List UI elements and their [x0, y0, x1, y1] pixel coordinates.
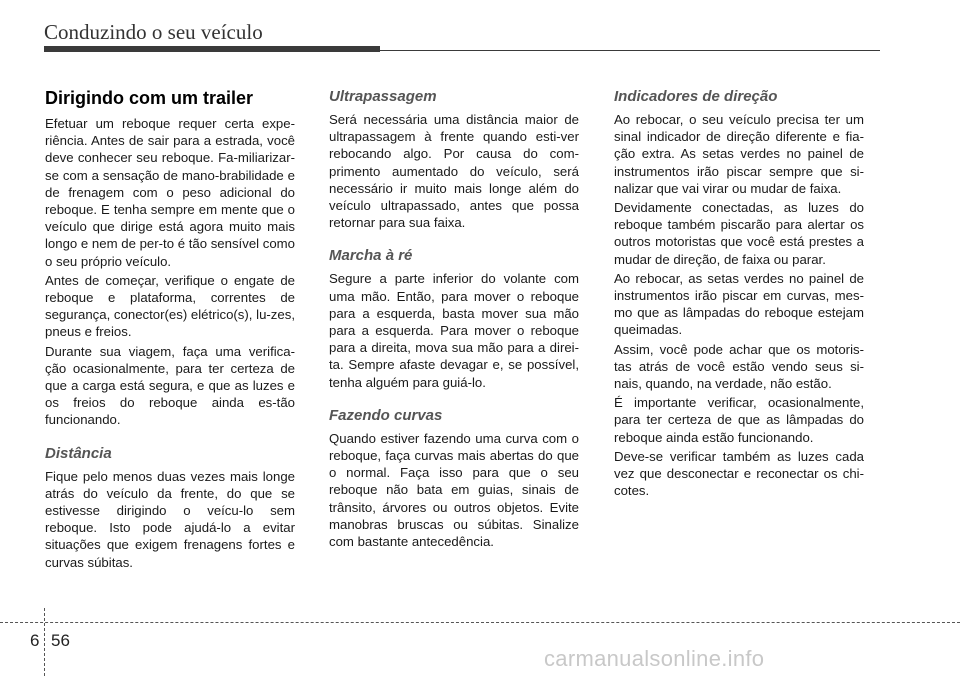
paragraph: Antes de começar, verifique o engate de reboque e plataforma, correntes de segurança, conector(es) elétrico(s), lu-zes, pneus e freios. — [45, 272, 295, 340]
subheading-ultrapassagem: Ultrapassagem — [329, 88, 437, 105]
paragraph: Segure a parte inferior do volante com uma mão. Então, para mover o reboque para a esquerda, basta mover sua mão para a esquerda. Para mover o reboque para a direita, mova sua mão para a direi-ta. Sempre afaste devagar e, se possível, tenha alguém para guiá-lo. — [329, 271, 579, 390]
header-bar — [44, 46, 380, 52]
paragraph: Efetuar um reboque requer certa expe-riência. Antes de sair para a estrada, você deve conhecer seu reboque. Fa-miliarizar-se com a sensação de mano-brabilidade e de frenagem com o peso adicional do reboque. E tenha sempre em mente que o veículo que dirige está agora muito mais longo e nem de per-to é tão sensível como o seu próprio veículo. — [45, 116, 295, 269]
paragraph: É importante verificar, ocasionalmente, para ter certeza de que as lâmpadas do reboque ainda estão funcionando. — [614, 395, 864, 445]
paragraph: Fique pelo menos duas vezes mais longe atrás do veículo da frente, do que se estivesse dirigindo o veícu-lo sem reboque. Isto pode ajudá-lo a evitar situações que exigem frenagens fortes e curvas súbitas. — [45, 468, 295, 570]
subheading-indicadores: Indicadores de direção — [614, 88, 778, 105]
paragraph: Durante sua viagem, faça uma verifica-ção ocasionalmente, para ter certeza de que a carga está segura, e que as luzes e os freios do reboque ainda es-tão funcionando. — [45, 343, 295, 428]
subheading-distancia: Distância — [45, 444, 112, 462]
paragraph: Será necessária uma distância maior de ultrapassagem à frente quando esti-ver rebocando algo. Por causa do com-primento aumentado do veículo, será necessário ir muito mais longe além do veículo ultrapassado, antes que possa retornar para sua faixa. — [329, 112, 579, 231]
subheading-curvas: Fazendo curvas — [329, 406, 443, 424]
paragraph: Ao rebocar, o seu veículo precisa ter um sinal indicador de direção diferente e fia-ção extra. As setas verdes no painel de instrumentos irão piscar sempre que si-nalizar que vai virar ou mudar de faixa. — [614, 112, 864, 196]
paragraph: Devidamente conectadas, as luzes do reboque também piscarão para alertar os outros motoristas que você está prestes a mudar de direção, de faixa ou parar. — [614, 200, 864, 267]
paragraph: Ao rebocar, as setas verdes no painel de instrumentos irão piscar em curvas, mes-mo que as lâmpadas do reboque estejam queimadas. — [614, 270, 864, 338]
section-title: Dirigindo com um trailer — [45, 88, 254, 108]
right-column — [614, 88, 864, 501]
footer-rule — [0, 622, 960, 623]
left-column — [45, 88, 295, 573]
footer-divider — [44, 608, 45, 676]
paragraph: Quando estiver fazendo uma curva com o reboque, faça curvas mais abertas do que o normal. Faça isso para que o seu reboque não bata em guias, sinais de trânsito, árvores ou outros objetos. Evite manobras bruscas ou súbitas. Sinalize com bastante antecedência. — [329, 430, 579, 550]
header-title: Conduzindo o seu veículo — [44, 20, 263, 44]
subheading-marcha-re: Marcha à ré — [329, 247, 413, 265]
chapter-number: 6 — [30, 631, 40, 650]
page-number: 56 — [51, 631, 70, 650]
paragraph: Assim, você pode achar que os motoris-tas atrás de você estão vendo seus si-nais, quando, na verdade, não estão. — [614, 341, 864, 392]
header-rule — [380, 50, 880, 51]
middle-column — [329, 88, 579, 552]
watermark: carmanualsonline.info — [544, 646, 765, 671]
paragraph: Deve-se verificar também as luzes cada vez que desconectar e reconectar os chi-cotes. — [614, 448, 864, 499]
